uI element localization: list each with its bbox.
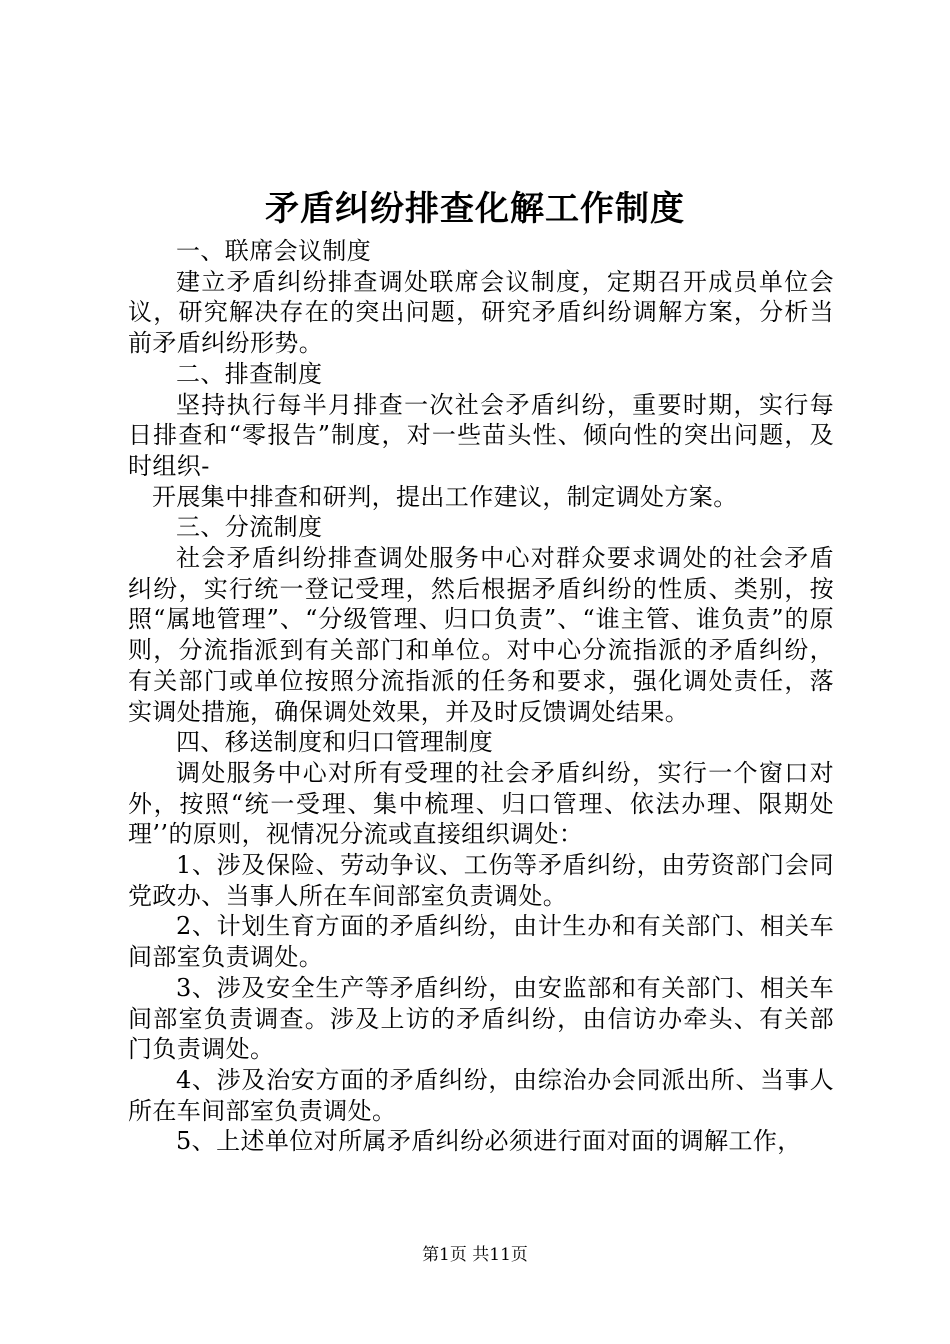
page-footer: 第1页 共11页	[422, 1245, 528, 1265]
document-title: 矛盾纠纷排查化解工作制度	[265, 189, 685, 229]
numbered-item: 1、涉及保险、劳动争议、工伤等矛盾纠纷，由劳资部门会同党政办、当事人所在车间部室负责调处。	[128, 851, 834, 910]
numbered-item: 5、上述单位对所属矛盾纠纷必须进行面对面的调解工作，	[176, 1127, 802, 1156]
paragraph: 调处服务中心对所有受理的社会矛盾纠纷，实行一个窗口对外，按照“统一受理、集中梳理、归口管理、依法办理、限期处理’’的原则，视情况分流或直接组织调处：	[128, 758, 834, 849]
paragraph-continuation: 开展集中排查和研判，提出工作建议，制定调处方案。	[152, 482, 738, 511]
document-body	[128, 236, 834, 1157]
numbered-item: 3、涉及安全生产等矛盾纠纷，由安监部和有关部门、相关车间部室负责调查。涉及上访的矛盾纠纷，由信访办牵头、有关部门负责调处。	[128, 973, 834, 1064]
paragraph: 坚持执行每半月排查一次社会矛盾纠纷，重要时期，实行每日排查和“零报告”制度，对一些苗头性、倾向性的突出问题，及时组织-	[128, 390, 834, 480]
paragraph: 社会矛盾纠纷排查调处服务中心对群众要求调处的社会矛盾纠纷，实行统一登记受理，然后根据矛盾纠纷的性质、类别，按照“属地管理”、“分级管理、归口负责”、“谁主管、谁负责”的原则，分流指派到有关部门和单位。对中心分流指派的矛盾纠纷，有关部门或单位按照分流指派的任务和要求，强化调处责任，落实调处措施，确保调处效果，并及时反馈调处结果。	[128, 544, 834, 726]
section-heading: 一、联席会议制度	[176, 237, 372, 265]
numbered-item: 4、涉及治安方面的矛盾纠纷，由综治办会同派出所、当事人所在车间部室负责调处。	[128, 1065, 834, 1125]
section-heading: 四、移送制度和归口管理制度	[176, 728, 494, 757]
numbered-item: 2、计划生育方面的矛盾纠纷，由计生办和有关部门、相关车间部室负责调处。	[128, 912, 834, 972]
section-heading: 三、分流制度	[176, 513, 323, 542]
paragraph: 建立矛盾纠纷排查调处联席会议制度，定期召开成员单位会议，研究解决存在的突出问题，研究矛盾纠纷调解方案，分析当前矛盾纠纷形势。	[128, 267, 834, 358]
section-heading: 二、排查制度	[176, 359, 323, 388]
